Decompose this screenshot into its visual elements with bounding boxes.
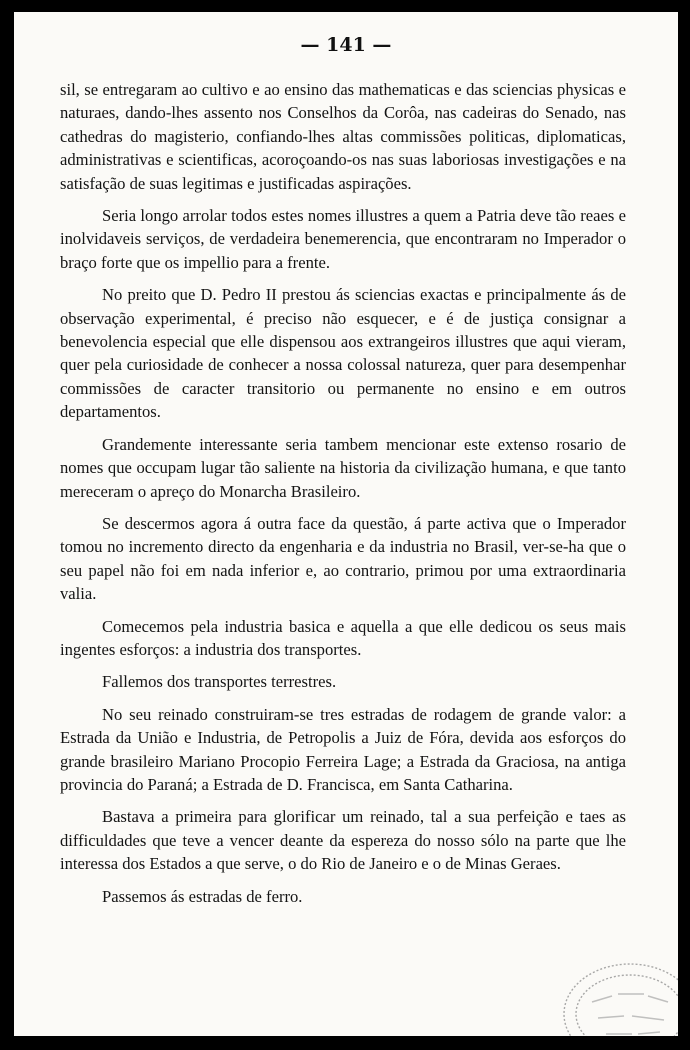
paragraph-3: No preito que D. Pedro II prestou ás sciencias exactas e principalmente ás de observação experimental, é preciso não esquecer, e é de justiça consignar a benevolencia especial que elle dispensou aos extrangeiros illustres que aqui vieram, quer pela curiosidade de conhecer a nossa colossal natureza, quer para desempenhar commissões de caracter transitorio ou permanente no ensino e em outros departamentos. [60, 285, 626, 422]
body-text [60, 78, 626, 917]
document-page [14, 12, 678, 1036]
paragraph-6: Comecemos pela industria basica e aquella a que elle dedicou os seus mais ingentes esforços: a industria dos transportes. [60, 616, 626, 659]
paragraph-5: Se descermos agora á outra face da questão, á parte activa que o Imperador tomou no incremento directo da engenharia e da industria no Brasil, ver-se-ha que o seu papel não foi em nada inferior e, ao contrario, primou por uma extraordinaria valia. [60, 513, 626, 604]
paragraph-10: Passemos ás estradas de ferro. [102, 886, 303, 906]
paragraph-8: No seu reinado construiram-se tres estradas de rodagem de grande valor: a Estrada da União e Industria, de Petropolis a Juiz de Fóra, devida aos esforços do grande brasileiro Mariano Procopio Ferreira Lage; a Estrada da Graciosa, na antiga provincia do Paraná; a Estrada de D. Francisca, em Santa Catharina. [60, 704, 626, 794]
paragraph-9: Bastava a primeira para glorificar um reinado, tal a sua perfeição e taes as difficuldades que teve a vencer deante da espereza do nosso sólo na parte que lhe interessa dos Estados a que serve, o do Rio de Janeiro e o de Minas Geraes. [60, 807, 626, 874]
library-stamp-icon [552, 942, 678, 1036]
paragraph-4: Grandemente interessante seria tambem mencionar este extenso rosario de nomes que occupam lugar tão saliente na historia da civilização humana, e que tanto mereceram o apreço do Monarcha Brasileiro. [60, 434, 626, 501]
paragraph-1: sil, se entregaram ao cultivo e ao ensino das mathematicas e das sciencias physicas e naturaes, dando-lhes assento nos Conselhos da Corôa, nas cadeiras do Senado, nas cathedras do magisterio, confiando-lhes altas commissões politicas, diplomaticas, administrativas e scientificas, acoroçoando-os nas suas laboriosas investigações e na satisfação de suas legitimas e justificadas aspirações. [60, 80, 626, 193]
paragraph-7: Fallemos dos transportes terrestres. [102, 672, 337, 692]
paragraph-2: Seria longo arrolar todos estes nomes illustres a quem a Patria deve tão reaes e inolvidaveis serviços, de verdadeira benemerencia, que encontraram no Imperador o braço forte que os impellio para a frente. [60, 206, 626, 272]
page-number: — 141 — [300, 34, 392, 56]
